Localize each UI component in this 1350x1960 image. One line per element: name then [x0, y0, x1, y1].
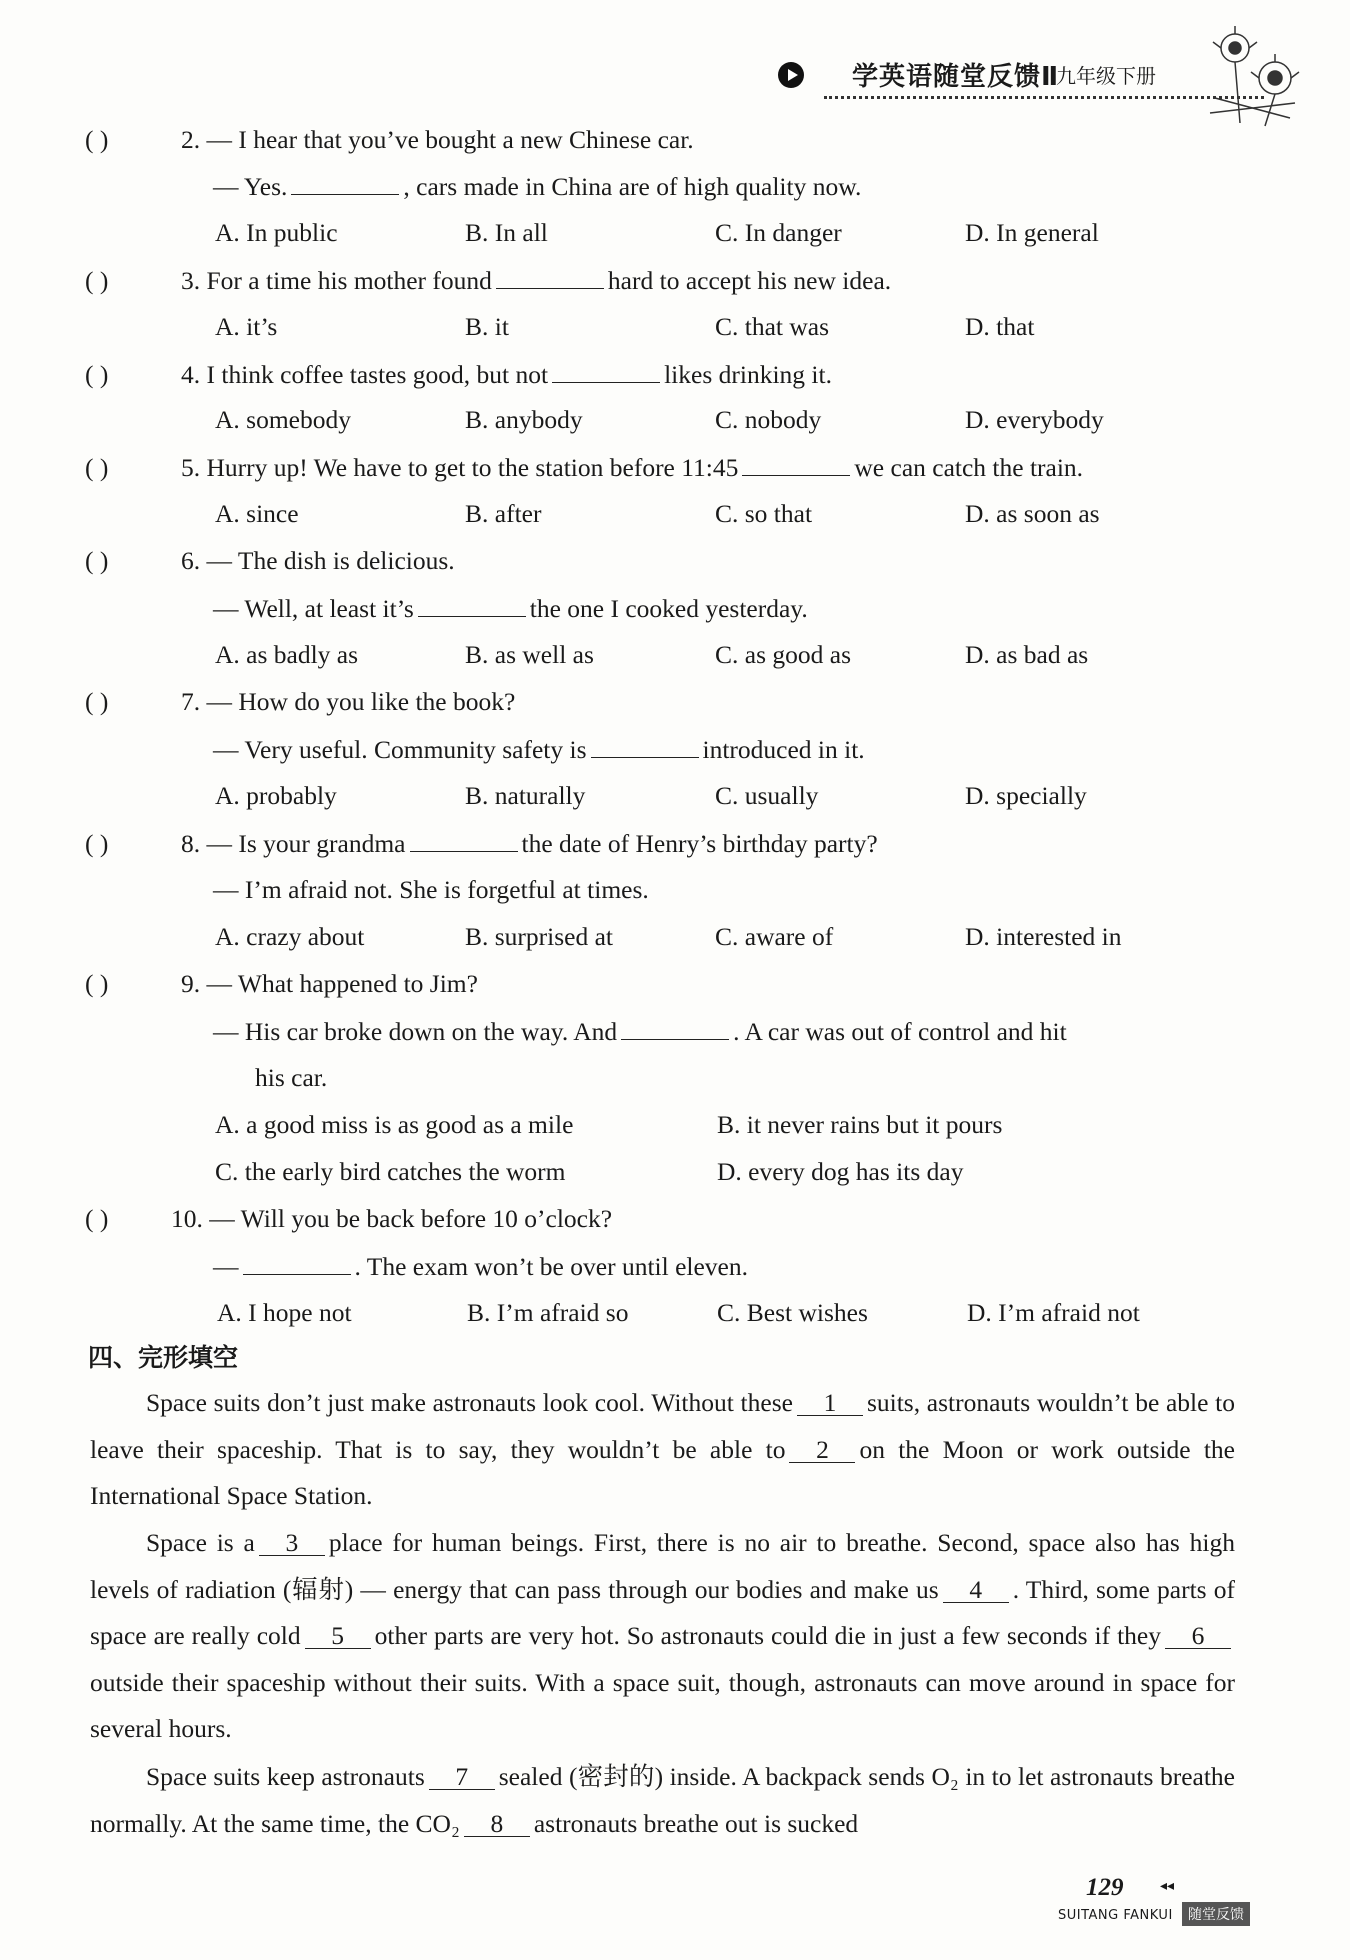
- option-a[interactable]: A. somebody: [215, 405, 351, 434]
- question-5: [85, 449, 1083, 486]
- option-c[interactable]: C. usually: [715, 781, 819, 810]
- question-6: [85, 543, 455, 579]
- reply-pre: — His car broke down on the way. And: [213, 1017, 618, 1046]
- reply-post: the one I cooked yesterday.: [529, 594, 808, 623]
- question-2-reply: [213, 168, 861, 205]
- question-text-pre: For a time his mother found: [206, 266, 492, 295]
- option-a[interactable]: A. In public: [215, 218, 338, 247]
- question-number: 6.: [181, 546, 201, 575]
- question-number: 5.: [181, 453, 201, 482]
- answer-blank[interactable]: [742, 449, 850, 476]
- double-arrow-icon: ◂◂: [1160, 1878, 1175, 1894]
- option-b[interactable]: B. I’m afraid so: [467, 1298, 629, 1327]
- book-subtitle: 九年级下册: [1056, 64, 1156, 88]
- answer-paren[interactable]: ( ): [85, 546, 109, 575]
- cloze-blank-5[interactable]: 5: [305, 1624, 371, 1649]
- reply-post: introduced in it.: [702, 735, 865, 764]
- question-7-reply: [213, 731, 865, 768]
- answer-paren[interactable]: ( ): [85, 125, 109, 154]
- question-text: — What happened to Jim?: [206, 969, 478, 998]
- option-d[interactable]: D. I’m afraid not: [967, 1298, 1140, 1327]
- option-a[interactable]: A. probably: [215, 781, 337, 810]
- footer-series-text: SUITANG FANKUI: [1058, 1908, 1173, 1923]
- question-number: 8.: [181, 829, 201, 858]
- option-b[interactable]: B. as well as: [465, 640, 594, 669]
- question-text-post: likes drinking it.: [664, 360, 832, 389]
- option-c[interactable]: C. so that: [715, 499, 813, 528]
- answer-blank[interactable]: [591, 731, 699, 758]
- option-c[interactable]: C. Best wishes: [717, 1298, 868, 1327]
- flower-decoration-icon: [1195, 18, 1310, 128]
- cloze-blank-2[interactable]: 2: [789, 1438, 855, 1463]
- question-text-pre: I think coffee tastes good, but not: [206, 360, 549, 389]
- play-icon: [778, 62, 804, 88]
- option-c[interactable]: C. as good as: [715, 640, 851, 669]
- question-text-post: the date of Henry’s birthday party?: [521, 829, 878, 858]
- option-b[interactable]: B. it: [465, 312, 509, 341]
- option-a[interactable]: A. since: [215, 499, 299, 528]
- option-b[interactable]: B. anybody: [465, 405, 583, 434]
- answer-paren[interactable]: ( ): [85, 1204, 109, 1233]
- answer-blank[interactable]: [291, 168, 399, 195]
- option-b[interactable]: B. it never rains but it pours: [717, 1110, 1003, 1139]
- question-4: [85, 356, 832, 393]
- reply-post: . The exam won’t be over until eleven.: [354, 1252, 748, 1281]
- option-c[interactable]: C. aware of: [715, 922, 834, 951]
- reply-pre: —: [213, 1252, 239, 1281]
- passage-paragraph-1: Space suits don’t just make astronauts look cool. Without these 1 suits, astronauts wouldn’t be able to leave their spaceship. That is to say, they wouldn’t be able to 2 on the Moon or work outside the International Space Station.: [90, 1388, 1235, 1510]
- option-c[interactable]: C. nobody: [715, 405, 822, 434]
- question-number: 9.: [181, 969, 201, 998]
- question-2: [85, 122, 694, 158]
- reply-pre: — Well, at least it’s: [213, 594, 414, 623]
- book-title: 学英语随堂反馈Ⅱ: [852, 62, 1060, 92]
- cloze-blank-7[interactable]: 7: [429, 1765, 495, 1790]
- option-b[interactable]: B. naturally: [465, 781, 586, 810]
- option-d[interactable]: D. that: [965, 312, 1035, 341]
- question-9-reply: [213, 1013, 1067, 1050]
- answer-paren[interactable]: ( ): [85, 266, 109, 295]
- option-b[interactable]: B. after: [465, 499, 542, 528]
- cloze-blank-6[interactable]: 6: [1165, 1624, 1231, 1649]
- cloze-blank-1[interactable]: 1: [797, 1391, 863, 1416]
- option-a[interactable]: A. it’s: [215, 312, 278, 341]
- question-text: — The dish is delicious.: [206, 546, 455, 575]
- page-number: 129: [1086, 1874, 1124, 1901]
- option-d[interactable]: D. as bad as: [965, 640, 1089, 669]
- answer-blank[interactable]: [410, 825, 518, 852]
- question-10-reply: [213, 1248, 748, 1285]
- answer-blank[interactable]: [552, 356, 660, 383]
- option-c[interactable]: C. the early bird catches the worm: [215, 1157, 566, 1186]
- option-a[interactable]: A. a good miss is as good as a mile: [215, 1110, 574, 1139]
- option-b[interactable]: B. In all: [465, 218, 548, 247]
- option-a[interactable]: A. crazy about: [215, 922, 365, 951]
- option-d[interactable]: D. every dog has its day: [717, 1157, 964, 1186]
- answer-blank[interactable]: [496, 262, 604, 289]
- answer-paren[interactable]: ( ): [85, 687, 109, 716]
- question-8-reply: — I’m afraid not. She is forgetful at times.: [213, 875, 649, 904]
- question-number: 10.: [171, 1204, 203, 1233]
- answer-paren[interactable]: ( ): [85, 360, 109, 389]
- option-c[interactable]: C. that was: [715, 312, 830, 341]
- question-number: 4.: [181, 360, 201, 389]
- question-7: [85, 684, 515, 720]
- question-9: [85, 966, 478, 1002]
- question-text-post: we can catch the train.: [854, 453, 1084, 482]
- answer-paren[interactable]: ( ): [85, 453, 109, 482]
- answer-paren[interactable]: ( ): [85, 969, 109, 998]
- reply-pre: — Yes.: [213, 172, 288, 201]
- answer-paren[interactable]: ( ): [85, 829, 109, 858]
- question-text: — I hear that you’ve bought a new Chinese car.: [206, 125, 694, 154]
- reply-post: , cars made in China are of high quality now.: [403, 172, 862, 201]
- option-d[interactable]: D. everybody: [965, 405, 1104, 434]
- option-d[interactable]: D. specially: [965, 781, 1087, 810]
- question-text-post: hard to accept his new idea.: [607, 266, 892, 295]
- option-d[interactable]: D. as soon as: [965, 499, 1100, 528]
- question-text-pre: Hurry up! We have to get to the station before 11:45: [206, 453, 739, 482]
- question-3: [85, 262, 891, 299]
- question-number: 7.: [181, 687, 201, 716]
- reply-post: . A car was out of control and hit: [733, 1017, 1067, 1046]
- question-text: — Will you be back before 10 o’clock?: [209, 1204, 613, 1233]
- question-number: 2.: [181, 125, 201, 154]
- answer-blank[interactable]: [243, 1248, 351, 1275]
- question-text-pre: — Is your grandma: [206, 829, 406, 858]
- question-8: [85, 825, 878, 862]
- option-a[interactable]: A. I hope not: [217, 1298, 352, 1327]
- question-10: [85, 1201, 612, 1237]
- option-d[interactable]: D. interested in: [965, 922, 1122, 951]
- reply-pre: — Very useful. Community safety is: [213, 735, 587, 764]
- answer-blank[interactable]: [621, 1013, 729, 1040]
- cloze-blank-8[interactable]: 8: [464, 1812, 530, 1837]
- cloze-blank-3[interactable]: 3: [259, 1531, 325, 1556]
- question-6-reply: [213, 590, 808, 627]
- option-b[interactable]: B. surprised at: [465, 922, 614, 951]
- passage-paragraph-2: Space is a 3 place for human beings. First, there is no air to breathe. Second, space also has high levels of radiation (辐射) — energy that can pass through our bodies and make us 4 . Third, some parts of space are really cold 5 other parts are very hot. So astronauts could die in just a few seconds if they 6outside their spaceship without their suits. With a space suit, though, astronauts can move around in space for several hours.: [90, 1528, 1235, 1743]
- cloze-blank-4[interactable]: 4: [943, 1578, 1009, 1603]
- option-c[interactable]: C. In danger: [715, 218, 842, 247]
- question-number: 3.: [181, 266, 201, 295]
- option-d[interactable]: D. In general: [965, 218, 1099, 247]
- question-9-reply-cont: his car.: [255, 1063, 328, 1092]
- footer-series-tag: 随堂反馈: [1182, 1902, 1250, 1926]
- option-a[interactable]: A. as badly as: [215, 640, 359, 669]
- passage-paragraph-3: Space suits keep astronauts 7 sealed (密封的) inside. A backpack sends O₂ in to let astronauts breathe normally. At the same time, the CO₂ 8 astronauts breathe out is sucked: [90, 1762, 1235, 1838]
- section-title: 四、完形填空: [88, 1343, 239, 1372]
- question-text: — How do you like the book?: [206, 687, 516, 716]
- answer-blank[interactable]: [418, 590, 526, 617]
